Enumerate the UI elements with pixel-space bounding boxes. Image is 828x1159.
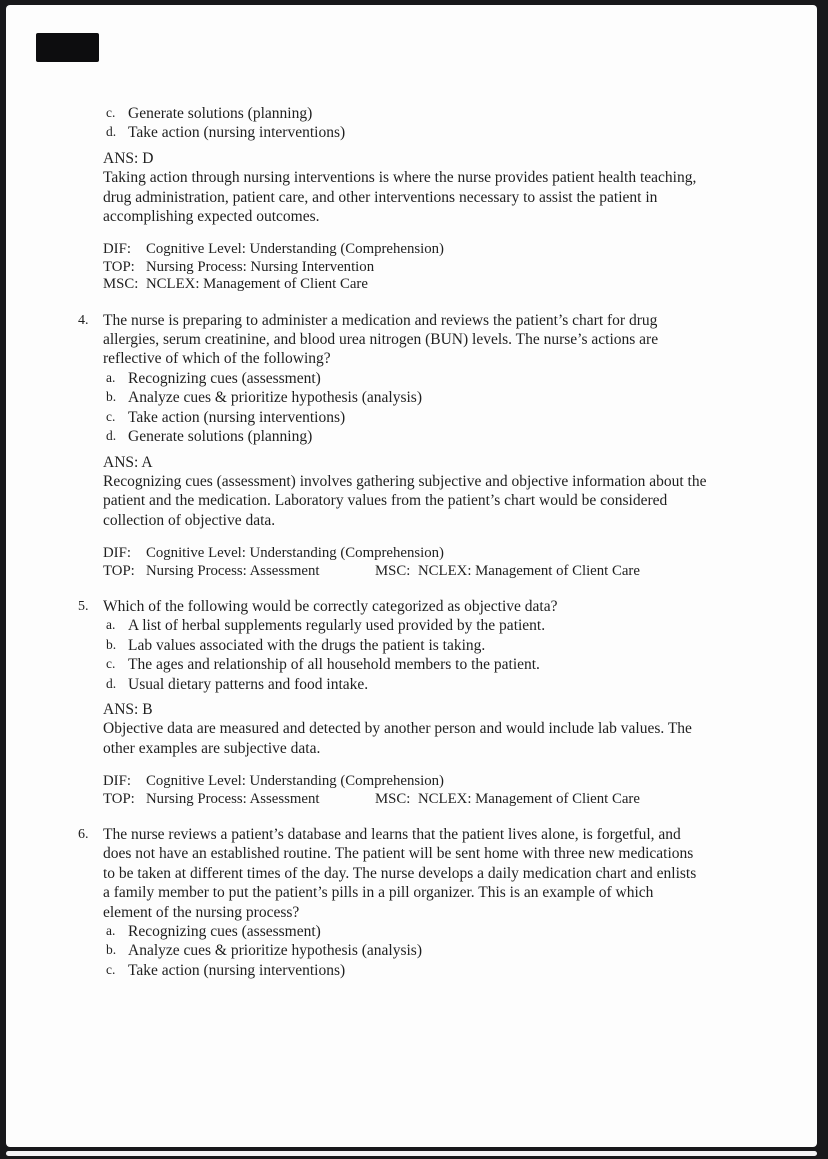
- meta-label: TOP:: [103, 258, 135, 275]
- answer-option: [106, 636, 803, 655]
- question-text: reflective of which of the following?: [103, 350, 331, 368]
- meta-text: NCLEX: Management of Client Care: [418, 562, 640, 579]
- answer-option: [106, 675, 803, 694]
- meta-row: [103, 241, 803, 258]
- answer-option: [106, 123, 803, 142]
- meta-row: [103, 259, 803, 276]
- answer-label: ANS: B: [103, 700, 153, 718]
- meta-label: DIF:: [103, 773, 131, 790]
- option-letter: b.: [106, 636, 117, 652]
- meta-text: Nursing Process: Assessment: [146, 562, 320, 579]
- option-letter: b.: [106, 942, 117, 958]
- question-text: a family member to put the patient’s pills in a pill organizer. This is an example of which: [103, 884, 654, 902]
- question-line: [78, 597, 803, 616]
- answer-label: ANS: D: [103, 149, 154, 167]
- meta-label: TOP:: [103, 790, 135, 807]
- option-letter: c.: [106, 656, 116, 672]
- question-number: 5.: [78, 598, 89, 614]
- rationale-line: Objective data are measured and detected by another person and would include lab values. The: [103, 720, 692, 738]
- meta-label: MSC:: [103, 276, 139, 293]
- question-line: [103, 330, 803, 349]
- question-line: [103, 864, 803, 883]
- meta-text: Cognitive Level: Understanding (Comprehension): [146, 241, 444, 258]
- option-text: A list of herbal supplements regularly used provided by the patient.: [128, 617, 546, 635]
- question-text: allergies, serum creatinine, and blood urea nitrogen (BUN) levels. The nurse’s actions are: [103, 331, 659, 349]
- option-text: Generate solutions (planning): [128, 428, 313, 446]
- option-text: Lab values associated with the drugs the patient is taking.: [128, 636, 486, 654]
- option-text: Analyze cues & prioritize hypothesis (analysis): [128, 389, 422, 407]
- document-page-content: [78, 104, 803, 980]
- question-line: [103, 883, 803, 902]
- question-text: to be taken at different times of the day. The nurse develops a daily medication chart and enlists: [103, 864, 697, 882]
- meta-text: Cognitive Level: Understanding (Comprehension): [146, 773, 444, 790]
- option-text: Take action (nursing interventions): [128, 961, 346, 979]
- answer-block: [103, 453, 803, 531]
- meta-label: MSC:: [375, 790, 411, 807]
- option-letter: a.: [106, 617, 116, 633]
- meta-text: Nursing Process: Assessment: [146, 790, 320, 807]
- question-block: [78, 597, 803, 694]
- meta-block: [103, 545, 803, 580]
- meta-text: Nursing Process: Nursing Intervention: [146, 258, 375, 275]
- rationale-line: Recognizing cues (assessment) involves gathering subjective and objective information about the: [103, 472, 707, 490]
- meta-text: NCLEX: Management of Client Care: [146, 276, 368, 293]
- option-letter: c.: [106, 961, 116, 977]
- dark-overlay-artifact: [36, 33, 99, 62]
- option-letter: b.: [106, 389, 117, 405]
- option-letter: c.: [106, 105, 116, 120]
- option-letter: d.: [106, 428, 117, 444]
- question-text: Which of the following would be correctly categorized as objective data?: [103, 597, 558, 615]
- answer-label: ANS: A: [103, 453, 153, 471]
- question-line: [78, 825, 803, 844]
- question-text: does not have an established routine. The patient will be sent home with three new medications: [103, 845, 694, 863]
- answer-option: [106, 408, 803, 427]
- answer-option: [106, 941, 803, 960]
- meta-label: DIF:: [103, 241, 131, 258]
- meta-row: [103, 773, 803, 790]
- question-number: 4.: [78, 312, 89, 328]
- question-line: [103, 349, 803, 368]
- meta-label: TOP:: [103, 562, 135, 579]
- meta-text: Cognitive Level: Understanding (Comprehension): [146, 545, 444, 562]
- options-continuation-block: [103, 104, 803, 143]
- rationale-line: patient and the medication. Laboratory values from the patient’s chart would be considered: [103, 492, 668, 510]
- answer-option: [106, 655, 803, 674]
- question-line: [103, 844, 803, 863]
- next-page-edge: [6, 1151, 817, 1156]
- answer-option: [106, 961, 803, 980]
- answer-option: [106, 104, 803, 123]
- option-text: Take action (nursing interventions): [128, 124, 346, 142]
- document-page: [6, 5, 817, 1147]
- option-text: Recognizing cues (assessment): [128, 369, 321, 387]
- option-text: The ages and relationship of all household members to the patient.: [128, 656, 540, 674]
- option-letter: a.: [106, 369, 116, 385]
- meta-label: MSC:: [375, 562, 411, 579]
- meta-row: [103, 563, 803, 580]
- question-line: [103, 903, 803, 922]
- answer-block: [103, 149, 803, 227]
- option-letter: a.: [106, 923, 116, 939]
- answer-option: [106, 369, 803, 388]
- answer-option: [106, 922, 803, 941]
- answer-option: [106, 388, 803, 407]
- option-text: Analyze cues & prioritize hypothesis (analysis): [128, 942, 422, 960]
- answer-block: [103, 700, 803, 758]
- meta-block: [103, 241, 803, 293]
- meta-text: NCLEX: Management of Client Care: [418, 790, 640, 807]
- option-letter: d.: [106, 124, 117, 140]
- option-text: Recognizing cues (assessment): [128, 923, 321, 941]
- meta-row: [103, 545, 803, 562]
- meta-label: DIF:: [103, 545, 131, 562]
- option-text: Usual dietary patterns and food intake.: [128, 675, 369, 693]
- question-block: [78, 825, 803, 980]
- answer-option: [106, 427, 803, 446]
- question-line: [78, 311, 803, 330]
- rationale-line: drug administration, patient care, and other interventions necessary to assist the patient in: [103, 188, 658, 206]
- option-letter: c.: [106, 408, 116, 424]
- answer-option: [106, 616, 803, 635]
- rationale-line: collection of objective data.: [103, 511, 276, 529]
- question-text: The nurse reviews a patient’s database and learns that the patient lives alone, is forgetful, and: [103, 826, 681, 843]
- question-text: The nurse is preparing to administer a medication and reviews the patient’s chart for drug: [103, 311, 658, 329]
- rationale-line: Taking action through nursing interventions is where the nurse provides patient health teaching,: [103, 169, 697, 187]
- rationale-line: accomplishing expected outcomes.: [103, 208, 320, 226]
- option-letter: d.: [106, 675, 117, 691]
- option-text: Take action (nursing interventions): [128, 408, 346, 426]
- meta-row: [103, 276, 803, 293]
- rationale-line: other examples are subjective data.: [103, 739, 321, 757]
- question-number: 6.: [78, 827, 89, 842]
- meta-row: [103, 791, 803, 808]
- question-block: [78, 311, 803, 447]
- option-text: Generate solutions (planning): [128, 105, 313, 122]
- question-text: element of the nursing process?: [103, 903, 300, 921]
- meta-block: [103, 773, 803, 808]
